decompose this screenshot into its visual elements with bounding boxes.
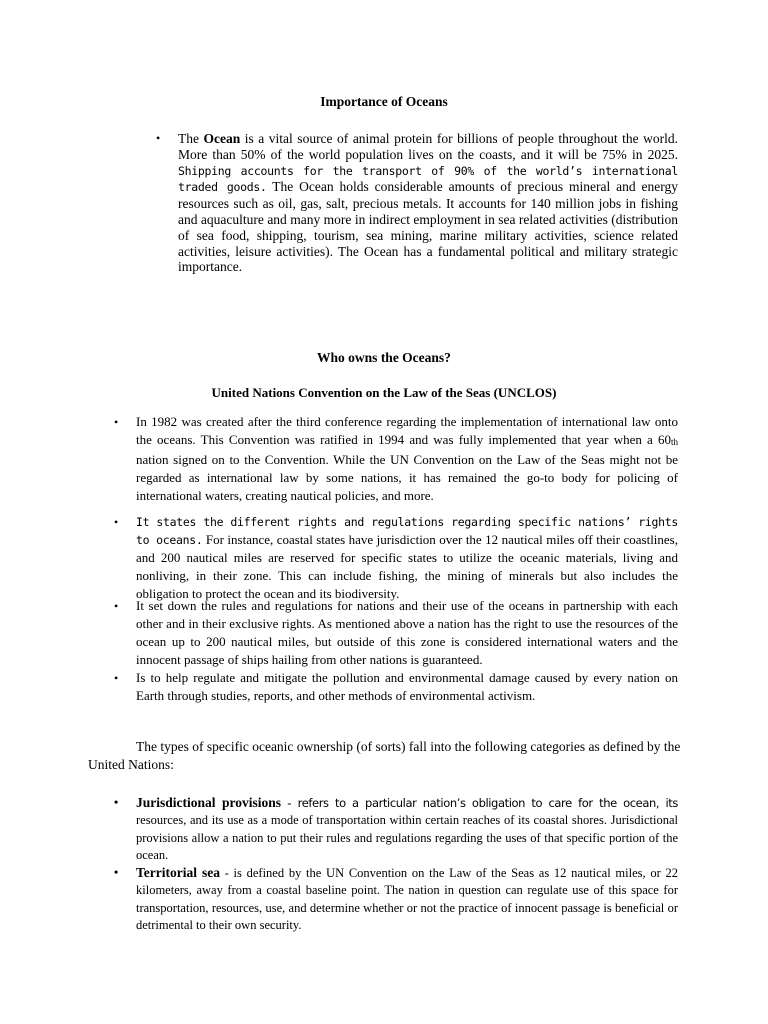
bullet-icon: • — [114, 795, 119, 809]
bullet-icon: • — [114, 599, 119, 613]
unclos-list-1 — [114, 413, 678, 505]
bullet-icon: • — [156, 131, 161, 145]
list-item: • Jurisdictional provisions - refers to a particular nation’s obligation to care for the ocean, its resources, and its use as a mode of transportation within certain reaches of its coastal shores. Jurisdictional provisions allow a nation to put their rules and regulations regarding the uses of that specific portion of the ocean. — [114, 795, 678, 862]
unclos-list-3 — [114, 597, 678, 705]
bullet-icon: • — [114, 515, 119, 529]
bullet-icon: • — [114, 865, 119, 880]
list-item: • In 1982 was created after the third conference regarding the implementation of international law onto the oceans. This Convention was ratified in 1994 and was fully implemented that year when a $60_{th}$ nation signed on to the Convention. While the UN Convention on the Law of the Seas might not be regarded as international law by some nations, it has remained the go-to body for policing of international waters, creating nautical policies, and more. — [114, 414, 678, 503]
importance-list — [156, 131, 678, 275]
jurisdictional-provisions-bold: Jurisdictional provisions — [136, 795, 282, 810]
ocean-bold: Ocean — [203, 131, 241, 146]
unclos-list-2 — [114, 513, 678, 603]
list-item: • It states the different rights and regulations regarding specific nations’ rights to oceans. For instance, coastal states have jurisdiction over the 12 nautical miles off their coastlines, and 200 nautical miles are reserved for specific states to utilize the oceanic materials, living and nonliving, in their zone. This can include fishing, the mining of minerals but also includes the obligation to protect the ocean and its biodiversity. — [114, 515, 678, 601]
bullet-icon: • — [114, 415, 119, 429]
ownership-categories-list — [114, 794, 678, 934]
territorial-sea-bold: Territorial sea — [136, 865, 220, 881]
list-item: • Is to help regulate and mitigate the pollution and environmental damage caused by every nation on Earth through studies, reports, and other methods of environmental activism. — [114, 670, 678, 703]
bullet-icon: • — [114, 671, 119, 685]
list-item: • It set down the rules and regulations for nations and their use of the oceans in partnership with each other and in their exclusive rights. As mentioned above a nation has the right to use the resources of the ocean up to 200 nautical miles, but outside of this zone is considered international waters and the innocent passage of ships hailing from other nations is guaranteed. — [114, 598, 678, 667]
list-item: • The Ocean is a vital source of animal protein for billions of people throughout the world. More than 50% of the world population lives on the coasts, and it will be 75% in 2025. Shipping accounts for the transport of 90% of the world’s international traded goods. The Ocean holds considerable amounts of precious mineral and energy resources such as oil, gas, salt, precious metals. It accounts for 140 million jobs in fishing and aquaculture and many more in indirect employment in sea related activities (distribution of sea food, shipping, tourism, sea mining, marine military activities, science related activities, leisure activities). The Ocean has a fundamental political and military strategic importance. — [156, 131, 678, 275]
heading-importance-of-oceans: Importance of Oceans — [320, 94, 448, 109]
list-item: • Territorial sea - is defined by the UN Convention on the Law of the Seas as 12 nautical miles, or 22 kilometers, away from a coastal baseline point. The nation in question can regulate use of this space for transportation, resources, use, and determine whether or not the practice of innocent passage is beneficial or detrimental to their own security. — [114, 865, 678, 933]
subheading-unclos: United Nations Convention on the Law of the Seas (UNCLOS) — [211, 385, 557, 400]
heading-who-owns-the-oceans: Who owns the Oceans? — [317, 350, 451, 365]
intro-paragraph: The types of specific oceanic ownership (of sorts) fall into the following categories as defined by the United Nations: — [88, 739, 681, 772]
